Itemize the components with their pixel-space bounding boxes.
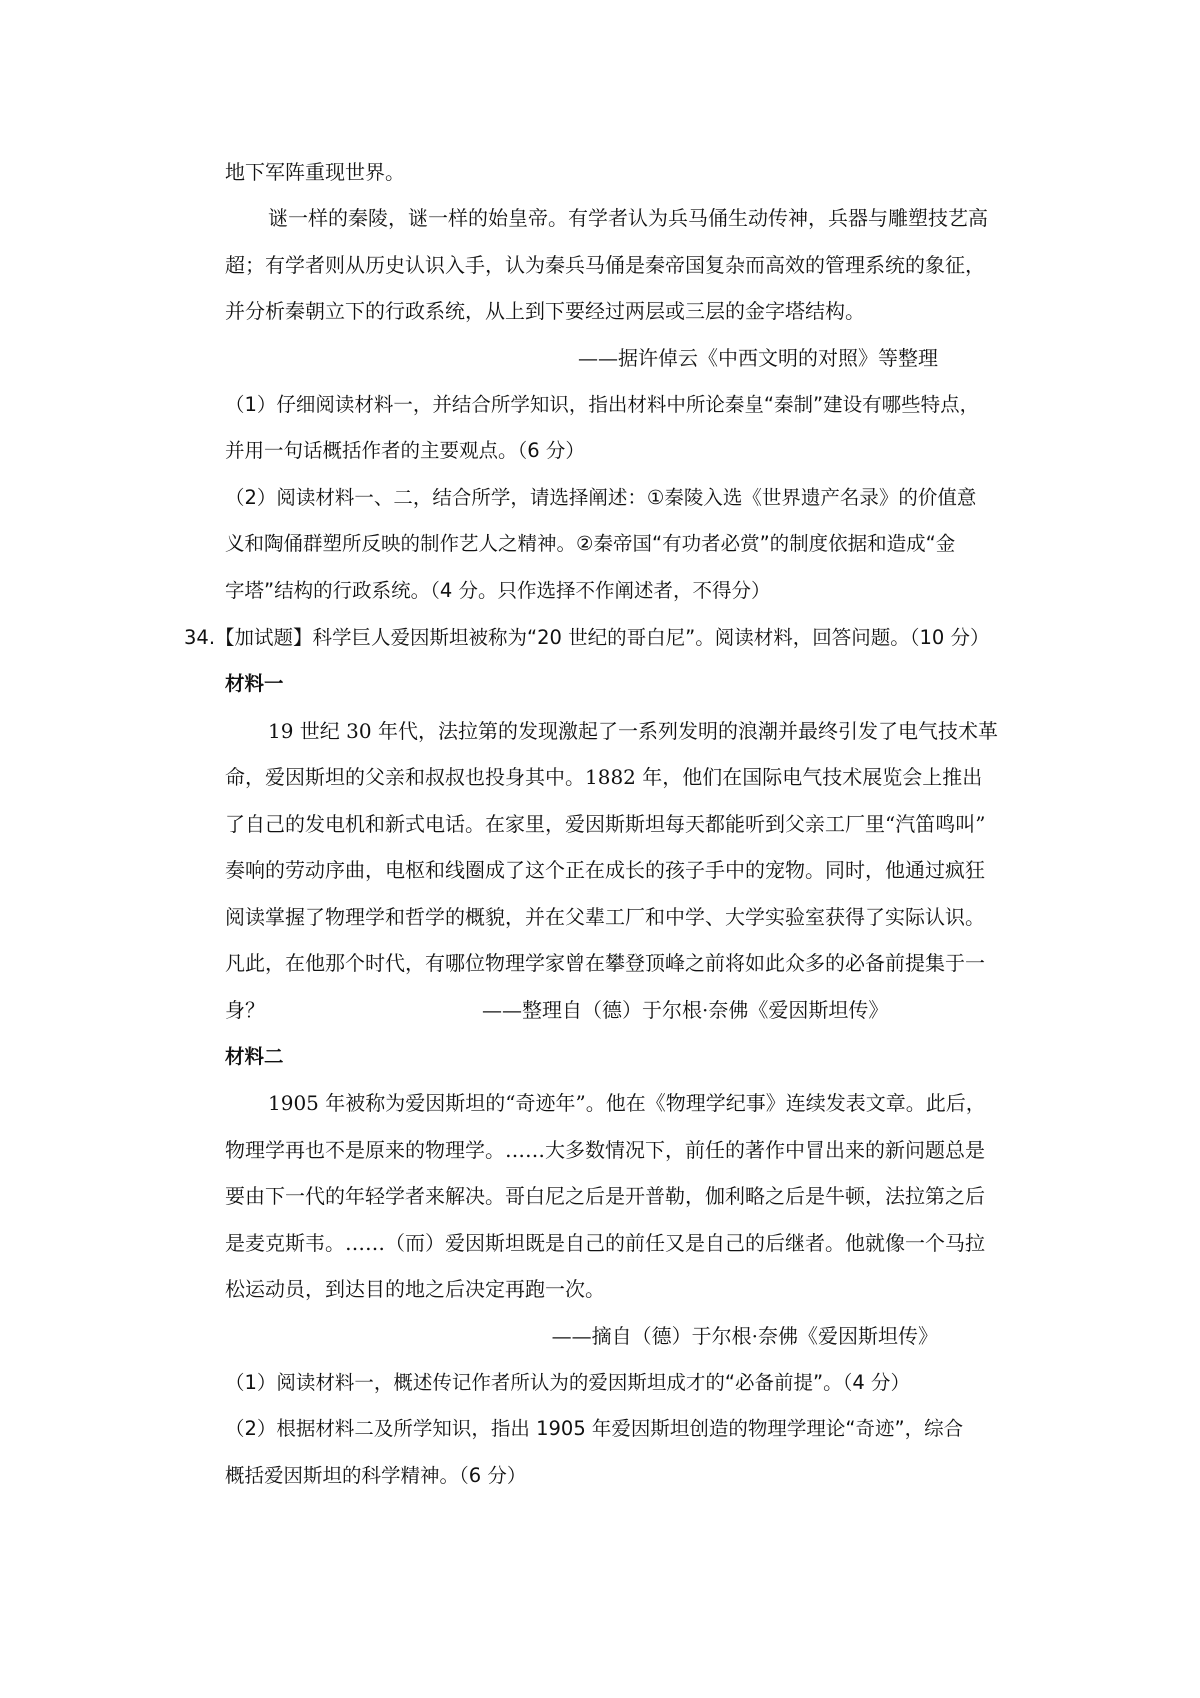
passage-line: 命，爱因斯坦的父亲和叔叔也投身其中。1882 年，他们在国际电气技术展览会上推出 bbox=[225, 765, 983, 789]
question-line: 概括爱因斯坦的科学精神。（6 分） bbox=[225, 1464, 527, 1487]
passage-line: 身？ bbox=[225, 998, 265, 1022]
passage-line: 超；有学者则从历史认识入手，认为秦兵马俑是秦帝国复杂而高效的管理系统的象征， bbox=[225, 253, 985, 277]
question-heading: 34.【加试题】科学巨人爱因斯坦被称为“20 世纪的哥白尼”。阅读材料，回答问题。（10 分） bbox=[184, 626, 990, 649]
source-citation: ——整理自（德）于尔根·奈佛《爱因斯坦传》 bbox=[482, 998, 889, 1022]
passage-line: 地下军阵重现世界。 bbox=[225, 160, 405, 184]
question-line: （2）阅读材料一、二，结合所学，请选择阐述：①秦陵入选《世界遗产名录》的价值意 bbox=[225, 486, 977, 509]
passage-line: 并分析秦朝立下的行政系统，从上到下要经过两层或三层的金字塔结构。 bbox=[225, 299, 865, 323]
source-citation: ——摘自（德）于尔根·奈佛《爱因斯坦传》 bbox=[551, 1324, 938, 1348]
passage-line: 是麦克斯韦。……（而）爱因斯坦既是自己的前任又是自己的后继者。他就像一个马拉 bbox=[225, 1231, 985, 1255]
passage-line: 了自己的发电机和新式电话。在家里，爱因斯斯坦每天都能听到父亲工厂里“汽笛鸣叫” bbox=[225, 812, 986, 836]
passage-line: 19 世纪 30 年代，法拉第的发现激起了一系列发明的浪潮并最终引发了电气技术革 bbox=[268, 719, 998, 743]
passage-line: 1905 年被称为爱因斯坦的“奇迹年”。他在《物理学纪事》连续发表文章。此后， bbox=[268, 1091, 986, 1115]
question-line: 字塔”结构的行政系统。（4 分。只作选择不作阐述者，不得分） bbox=[225, 579, 771, 602]
passage-line: 松运动员，到达目的地之后决定再跑一次。 bbox=[225, 1277, 605, 1301]
question-line: （1）阅读材料一，概述传记作者所认为的爱因斯坦成才的“必备前提”。（4 分） bbox=[225, 1371, 910, 1394]
passage-line: 奏响的劳动序曲，电枢和线圈成了这个正在成长的孩子手中的宠物。同时，他通过疯狂 bbox=[225, 858, 985, 882]
question-line: （1）仔细阅读材料一，并结合所学知识，指出材料中所论秦皇“秦制”建设有哪些特点， bbox=[225, 393, 980, 416]
passage-line: 要由下一代的年轻学者来解决。哥白尼之后是开普勒，伽利略之后是牛顿，法拉第之后 bbox=[225, 1184, 985, 1208]
passage-line: 物理学再也不是原来的物理学。……大多数情况下，前任的著作中冒出来的新问题总是 bbox=[225, 1138, 985, 1162]
question-line: （2）根据材料二及所学知识，指出 1905 年爱因斯坦创造的物理学理论“奇迹”，综合 bbox=[225, 1417, 964, 1440]
passage-line: 谜一样的秦陵，谜一样的始皇帝。有学者认为兵马俑生动传神，兵器与雕塑技艺高 bbox=[268, 206, 988, 230]
question-line: 义和陶俑群塑所反映的制作艺人之精神。②秦帝国“有功者必赏”的制度依据和造成“金 bbox=[225, 532, 956, 555]
material-heading: 材料一 bbox=[225, 672, 284, 695]
question-line: 并用一句话概括作者的主要观点。（6 分） bbox=[225, 439, 585, 462]
passage-line: 凡此，在他那个时代，有哪位物理学家曾在攀登顶峰之前将如此众多的必备前提集于一 bbox=[225, 951, 985, 975]
passage-line: 阅读掌握了物理学和哲学的概貌，并在父辈工厂和中学、大学实验室获得了实际认识。 bbox=[225, 905, 985, 929]
material-heading: 材料二 bbox=[225, 1045, 284, 1068]
source-citation: ——据许倬云《中西文明的对照》等整理 bbox=[578, 346, 938, 370]
